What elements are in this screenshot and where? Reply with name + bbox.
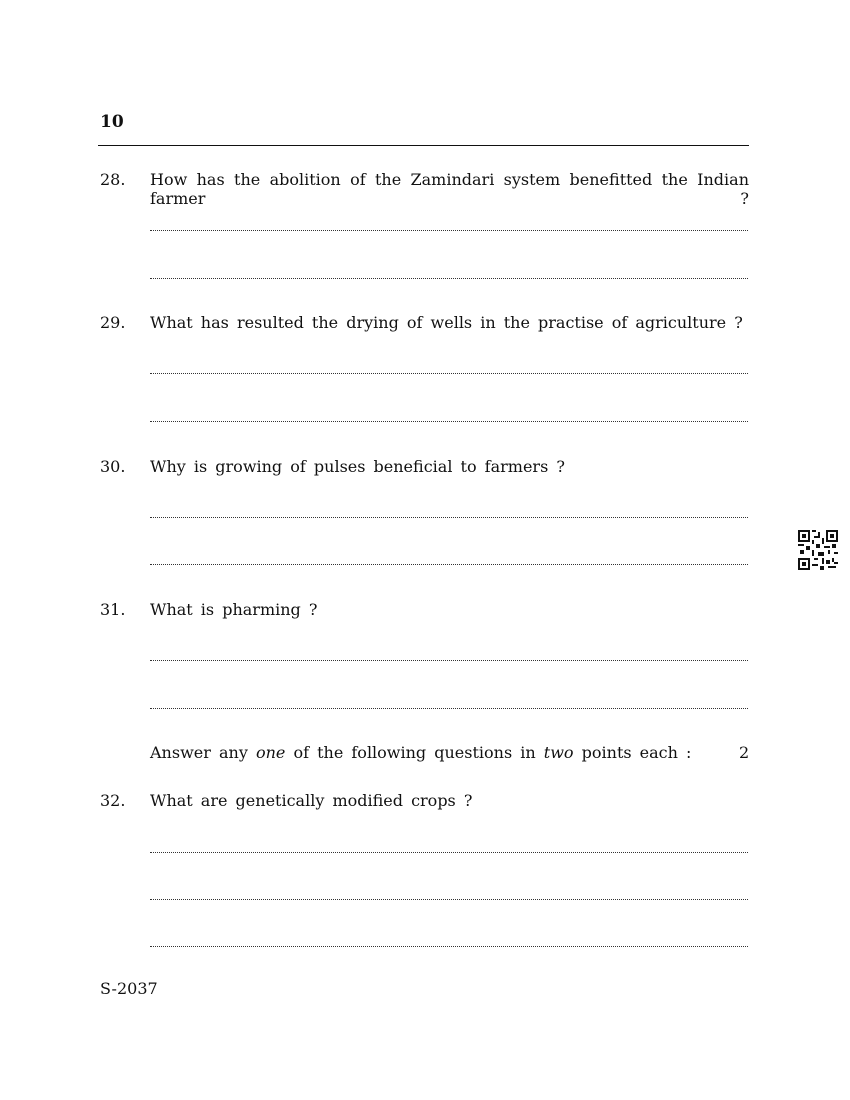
instruction-emphasis-one: one bbox=[255, 743, 286, 762]
instruction-suffix: points each : bbox=[581, 743, 692, 762]
question-text-32: What are genetically modified crops ? bbox=[150, 791, 473, 810]
question-text-28: How has the abolition of the Zamindari system benefitted the Indian farmer ? bbox=[150, 170, 749, 208]
answer-line[interactable] bbox=[150, 899, 748, 900]
page-number: 10 bbox=[100, 112, 124, 132]
question-number-29: 29. bbox=[100, 313, 126, 332]
section-instruction bbox=[150, 743, 691, 762]
answer-line[interactable] bbox=[150, 660, 748, 661]
question-number-31: 31. bbox=[100, 600, 126, 619]
question-text-31: What is pharming ? bbox=[150, 600, 318, 619]
instruction-prefix: Answer any bbox=[150, 743, 248, 762]
qr-code-icon bbox=[798, 530, 838, 570]
answer-line[interactable] bbox=[150, 852, 748, 853]
paper-code: S-2037 bbox=[100, 979, 158, 998]
answer-line[interactable] bbox=[150, 517, 748, 518]
instruction-emphasis-two: two bbox=[543, 743, 574, 762]
question-text-29: What has resulted the drying of wells in the practise of agriculture ? bbox=[150, 313, 743, 332]
answer-line[interactable] bbox=[150, 421, 748, 422]
header-rule bbox=[98, 145, 749, 146]
answer-line[interactable] bbox=[150, 946, 748, 947]
instruction-middle: of the following questions in bbox=[293, 743, 536, 762]
question-text-30: Why is growing of pulses beneficial to farmers ? bbox=[150, 457, 565, 476]
answer-line[interactable] bbox=[150, 708, 748, 709]
answer-line[interactable] bbox=[150, 564, 748, 565]
section-marks: 2 bbox=[739, 743, 750, 762]
question-number-32: 32. bbox=[100, 791, 126, 810]
question-number-28: 28. bbox=[100, 170, 126, 189]
answer-line[interactable] bbox=[150, 373, 748, 374]
question-number-30: 30. bbox=[100, 457, 126, 476]
answer-line[interactable] bbox=[150, 230, 748, 231]
answer-line[interactable] bbox=[150, 278, 748, 279]
